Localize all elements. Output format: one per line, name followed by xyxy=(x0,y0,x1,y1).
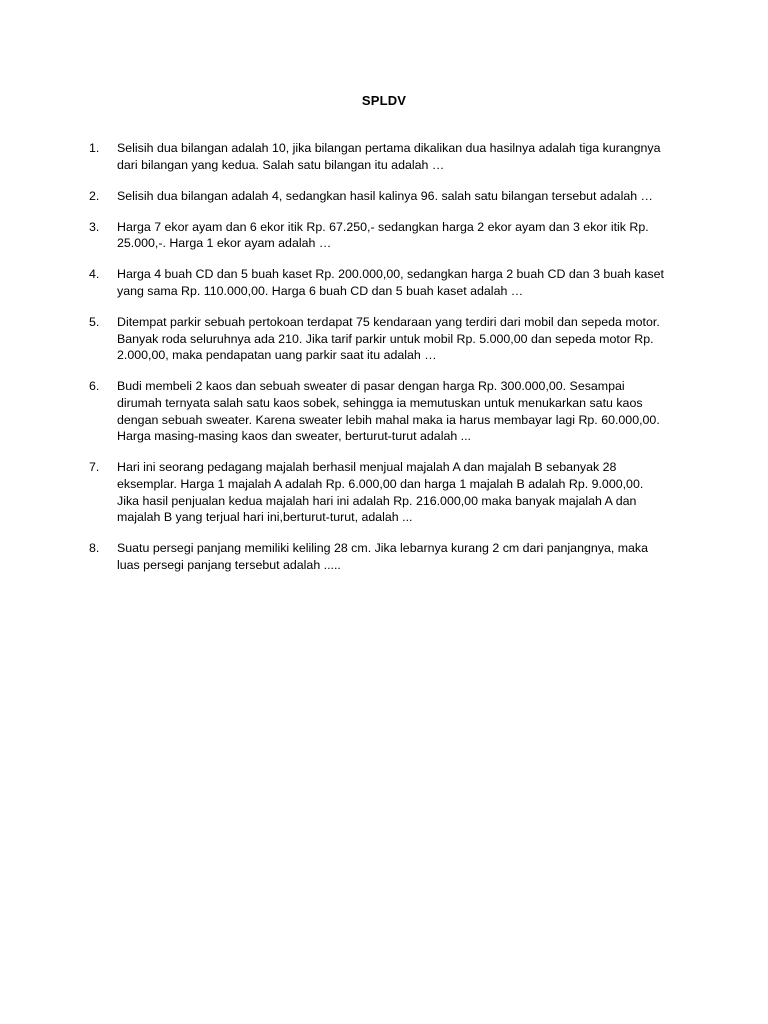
question-text-line: 2.000,00, maka pendapatan uang parkir saat itu adalah … xyxy=(117,348,437,363)
question-text-line: Suatu persegi panjang memiliki keliling 28 cm. Jika lebarnya kurang 2 cm dari panjangnya, maka xyxy=(117,541,649,556)
question-item xyxy=(89,540,679,573)
question-text-line: Budi membeli 2 kaos dan sebuah sweater di pasar dengan harga Rp. 300.000,00. Sesampai xyxy=(117,379,625,394)
question-text-line: Hari ini seorang pedagang majalah berhasil menjual majalah A dan majalah B sebanyak 28 xyxy=(117,460,617,475)
question-item xyxy=(89,140,679,173)
question-text-line: dirumah ternyata salah satu kaos sobek, sehingga ia memutuskan untuk menukarkan satu kaos xyxy=(117,396,643,411)
question-number: 1. xyxy=(89,141,100,155)
question-number: 3. xyxy=(89,219,100,234)
question-number: 5. xyxy=(89,315,100,330)
question-text-line: eksemplar. Harga 1 majalah A adalah Rp. 6.000,00 dan harga 1 majalah B adalah Rp. 9.000,00. xyxy=(117,476,644,491)
question-number: 2. xyxy=(89,188,100,203)
question-text-line: Selisih dua bilangan adalah 10, jika bilangan pertama dikalikan dua hasilnya adalah tiga kurangnya xyxy=(117,141,661,155)
question-text-line: dengan sebuah sweater. Karena sweater lebih mahal maka ia harus membayar lagi Rp. 60.000,00. xyxy=(117,412,660,427)
question-item xyxy=(89,266,679,299)
question-text-line: 25.000,-. Harga 1 ekor ayam adalah … xyxy=(117,236,332,251)
question-text-line: majalah B yang terjual hari ini,berturut-turut, adalah ... xyxy=(117,510,413,525)
question-text-line: Harga masing-masing kaos dan sweater, berturut-turut adalah ... xyxy=(117,429,472,444)
question-text-line: Jika hasil penjualan kedua majalah hari ini adalah Rp. 216.000,00 maka banyak majalah A dan xyxy=(117,493,637,508)
question-text-line: Harga 4 buah CD dan 5 buah kaset Rp. 200.000,00, sedangkan harga 2 buah CD dan 3 buah kaset xyxy=(117,267,664,282)
question-item xyxy=(89,314,679,364)
document-title: SPLDV xyxy=(361,93,407,108)
question-item xyxy=(89,188,679,205)
question-text-line: yang sama Rp. 110.000,00. Harga 6 buah CD dan 5 buah kaset adalah … xyxy=(117,284,524,299)
question-number: 6. xyxy=(89,379,100,394)
question-text-line: Selisih dua bilangan adalah 4, sedangkan hasil kalinya 96. salah satu bilangan tersebut adalah … xyxy=(117,188,653,203)
question-number: 8. xyxy=(89,541,100,556)
question-text-line: Harga 7 ekor ayam dan 6 ekor itik Rp. 67.250,- sedangkan harga 2 ekor ayam dan 3 ekor itik Rp. xyxy=(117,219,649,234)
question-text-line: Banyak roda seluruhnya ada 210. Jika tarif parkir untuk mobil Rp. 5.000,00 dan sepeda motor Rp. xyxy=(117,331,654,346)
question-text-line: luas persegi panjang tersebut adalah ..... xyxy=(117,557,341,572)
question-number: 4. xyxy=(89,267,100,282)
question-item xyxy=(89,459,679,525)
question-number: 7. xyxy=(89,460,100,475)
question-text-line: Ditempat parkir sebuah pertokoan terdapat 75 kendaraan yang terdiri dari mobil dan sepeda motor. xyxy=(117,315,660,330)
question-text-line: dari bilangan yang kedua. Salah satu bilangan itu adalah … xyxy=(117,157,445,172)
question-list xyxy=(89,140,679,588)
question-item xyxy=(89,219,679,252)
question-item xyxy=(89,378,679,444)
